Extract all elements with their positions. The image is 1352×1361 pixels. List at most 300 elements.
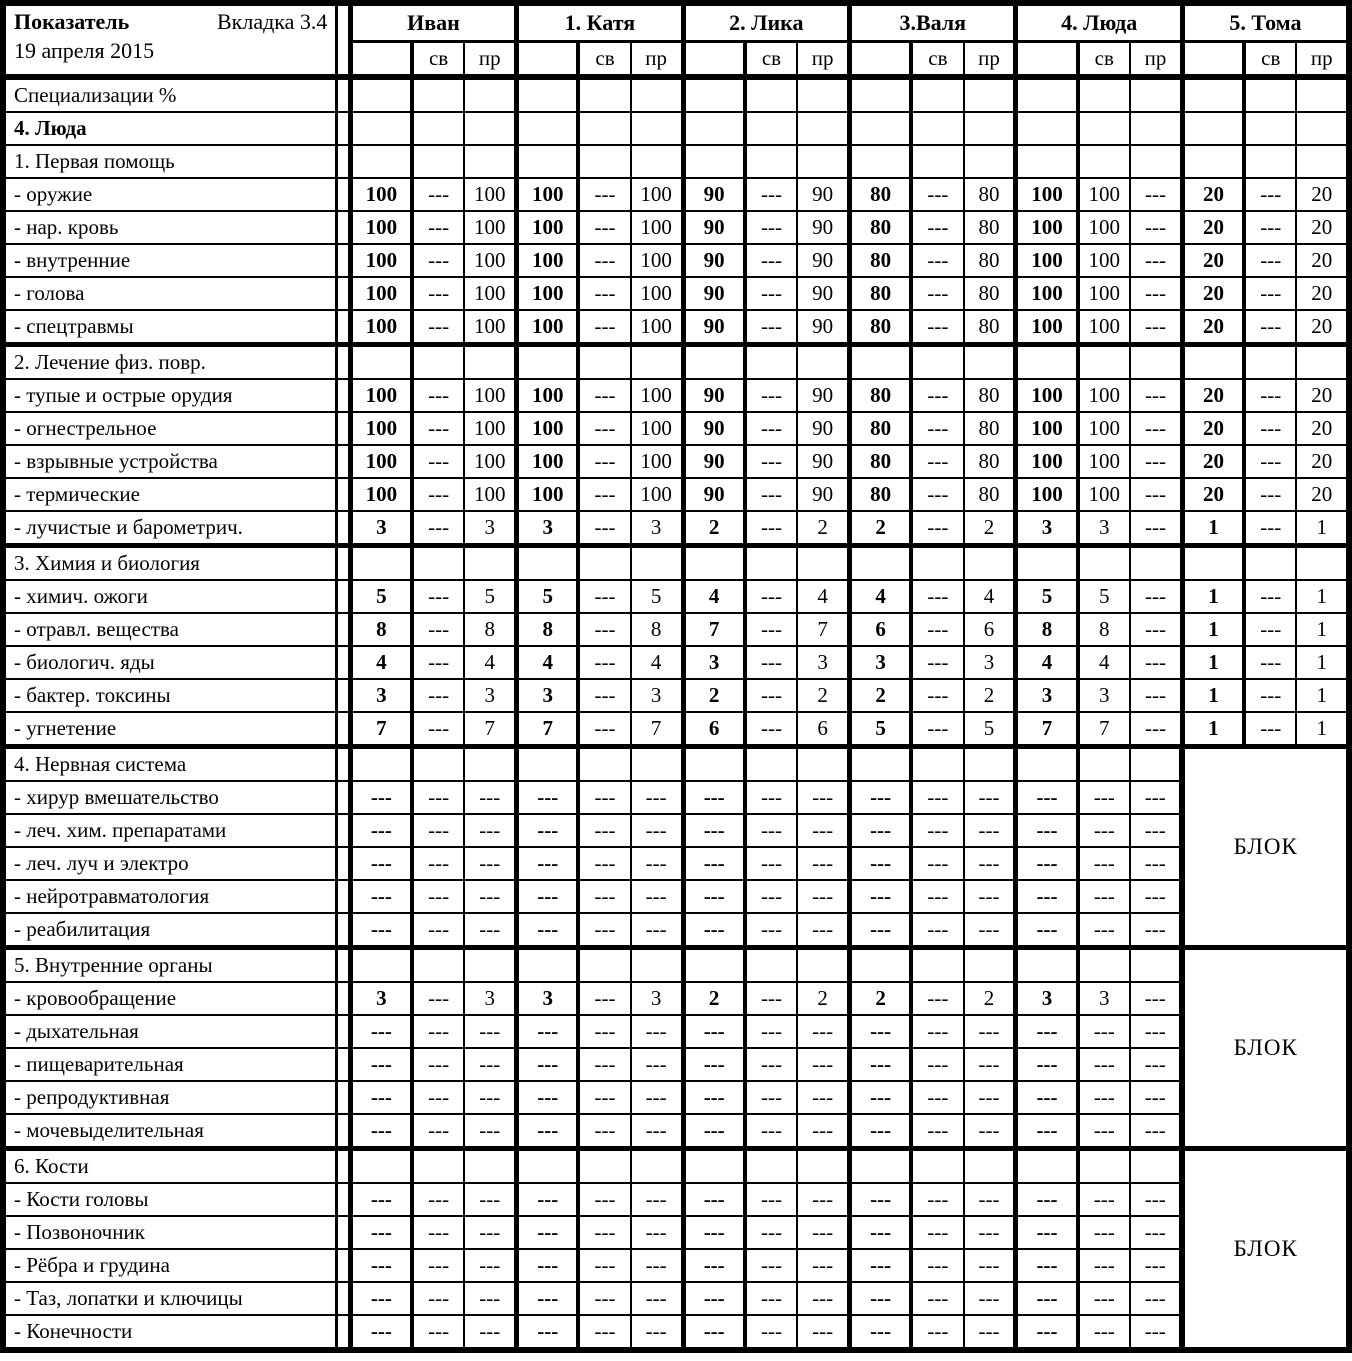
value-cell: --- bbox=[464, 913, 516, 948]
spacer-cell bbox=[337, 1315, 350, 1350]
person-column-header: 1. Катя bbox=[517, 3, 683, 42]
table-row bbox=[3, 310, 1349, 345]
value-cell: --- bbox=[797, 1048, 849, 1081]
table-row bbox=[3, 613, 1349, 646]
value-cell: --- bbox=[578, 244, 630, 277]
value-cell: --- bbox=[631, 847, 683, 880]
value-cell: --- bbox=[578, 379, 630, 412]
table-row bbox=[3, 1183, 1349, 1216]
value-cell: --- bbox=[1130, 781, 1182, 814]
row-label: 3. Химия и биология bbox=[3, 546, 337, 581]
value-cell: 100 bbox=[631, 310, 683, 345]
value-cell bbox=[517, 77, 579, 112]
value-cell: --- bbox=[464, 1183, 516, 1216]
spacer-cell bbox=[337, 1249, 350, 1282]
value-cell: 90 bbox=[797, 478, 849, 511]
value-cell: 7 bbox=[1078, 712, 1130, 747]
value-cell: --- bbox=[911, 1183, 963, 1216]
value-cell: 4 bbox=[631, 646, 683, 679]
value-cell: --- bbox=[1130, 1048, 1182, 1081]
value-cell: 20 bbox=[1296, 412, 1349, 445]
value-cell bbox=[797, 77, 849, 112]
subcol-pr-header: пр bbox=[1296, 42, 1349, 78]
value-cell: 90 bbox=[683, 244, 745, 277]
value-cell: --- bbox=[412, 982, 464, 1015]
value-cell: --- bbox=[412, 580, 464, 613]
value-cell: --- bbox=[578, 1048, 630, 1081]
value-cell: --- bbox=[578, 1315, 630, 1350]
value-cell bbox=[1016, 747, 1078, 782]
value-cell: --- bbox=[1130, 1183, 1182, 1216]
value-cell: --- bbox=[350, 781, 412, 814]
value-cell bbox=[578, 77, 630, 112]
table-row bbox=[3, 712, 1349, 747]
spacer-cell bbox=[337, 646, 350, 679]
value-cell: 3 bbox=[631, 679, 683, 712]
value-cell: --- bbox=[1244, 712, 1296, 747]
value-cell: 1 bbox=[1182, 580, 1244, 613]
value-cell: --- bbox=[745, 814, 797, 847]
value-cell: --- bbox=[631, 1249, 683, 1282]
value-cell bbox=[631, 1149, 683, 1184]
value-cell: 100 bbox=[464, 244, 516, 277]
value-cell: 2 bbox=[964, 679, 1016, 712]
row-label: 4. Люда bbox=[3, 112, 337, 145]
value-cell: 20 bbox=[1296, 211, 1349, 244]
value-cell: 2 bbox=[964, 982, 1016, 1015]
value-cell bbox=[964, 948, 1016, 983]
value-cell: --- bbox=[745, 613, 797, 646]
value-cell: --- bbox=[911, 1315, 963, 1350]
value-cell: 20 bbox=[1182, 310, 1244, 345]
value-cell: --- bbox=[517, 847, 579, 880]
value-cell: --- bbox=[1130, 1015, 1182, 1048]
table-row bbox=[3, 880, 1349, 913]
value-cell: --- bbox=[578, 511, 630, 546]
value-cell: 90 bbox=[683, 277, 745, 310]
subcol-sv-header: св bbox=[578, 42, 630, 78]
value-cell: --- bbox=[578, 412, 630, 445]
value-cell: 100 bbox=[631, 244, 683, 277]
value-cell bbox=[850, 546, 912, 581]
value-cell: --- bbox=[683, 1114, 745, 1149]
value-cell: 4 bbox=[964, 580, 1016, 613]
value-cell: --- bbox=[911, 679, 963, 712]
subcol-pr-header: пр bbox=[797, 42, 849, 78]
value-cell: 3 bbox=[1078, 982, 1130, 1015]
value-cell: --- bbox=[412, 511, 464, 546]
value-cell: --- bbox=[683, 1282, 745, 1315]
value-cell bbox=[1016, 145, 1078, 178]
value-cell: --- bbox=[1130, 613, 1182, 646]
value-cell: --- bbox=[964, 1249, 1016, 1282]
value-cell: --- bbox=[631, 1315, 683, 1350]
value-cell: --- bbox=[745, 1282, 797, 1315]
table-row bbox=[3, 145, 1349, 178]
value-cell: --- bbox=[350, 1081, 412, 1114]
value-cell: --- bbox=[412, 781, 464, 814]
value-cell: 100 bbox=[350, 310, 412, 345]
value-cell: --- bbox=[1130, 712, 1182, 747]
value-cell: 90 bbox=[797, 178, 849, 211]
value-cell: --- bbox=[517, 1282, 579, 1315]
value-cell: 5 bbox=[517, 580, 579, 613]
value-cell: --- bbox=[1130, 679, 1182, 712]
value-cell: --- bbox=[578, 613, 630, 646]
value-cell: 4 bbox=[1078, 646, 1130, 679]
value-cell: --- bbox=[578, 847, 630, 880]
value-cell: 100 bbox=[517, 310, 579, 345]
value-cell: 100 bbox=[631, 178, 683, 211]
value-cell: 100 bbox=[350, 379, 412, 412]
value-cell: --- bbox=[911, 814, 963, 847]
value-cell: 1 bbox=[1296, 613, 1349, 646]
value-cell: 7 bbox=[683, 613, 745, 646]
value-cell: --- bbox=[1130, 211, 1182, 244]
value-cell bbox=[350, 1149, 412, 1184]
value-cell bbox=[1130, 145, 1182, 178]
value-cell bbox=[1078, 145, 1130, 178]
value-cell: --- bbox=[911, 178, 963, 211]
value-cell: 90 bbox=[683, 310, 745, 345]
value-cell bbox=[412, 345, 464, 380]
value-cell: 4 bbox=[464, 646, 516, 679]
value-cell: 20 bbox=[1182, 178, 1244, 211]
value-cell: --- bbox=[911, 847, 963, 880]
value-cell: --- bbox=[631, 781, 683, 814]
value-cell: --- bbox=[745, 1081, 797, 1114]
subcol-sv-header: св bbox=[412, 42, 464, 78]
spacer-header-cell bbox=[337, 3, 350, 77]
value-cell: --- bbox=[578, 646, 630, 679]
value-cell: --- bbox=[745, 1015, 797, 1048]
value-cell: 3 bbox=[1078, 679, 1130, 712]
value-cell: 100 bbox=[350, 412, 412, 445]
table-row bbox=[3, 211, 1349, 244]
value-cell: --- bbox=[578, 913, 630, 948]
row-label: Специализации % bbox=[3, 77, 337, 112]
value-cell: --- bbox=[412, 1183, 464, 1216]
table-row bbox=[3, 814, 1349, 847]
value-cell: --- bbox=[964, 1282, 1016, 1315]
value-cell: --- bbox=[464, 1216, 516, 1249]
value-cell bbox=[1130, 948, 1182, 983]
value-cell: --- bbox=[1078, 880, 1130, 913]
value-cell: --- bbox=[1016, 1015, 1078, 1048]
value-cell: --- bbox=[911, 646, 963, 679]
value-cell: --- bbox=[578, 1183, 630, 1216]
table-row bbox=[3, 511, 1349, 546]
value-cell: 6 bbox=[683, 712, 745, 747]
value-cell: 80 bbox=[850, 310, 912, 345]
value-cell bbox=[745, 345, 797, 380]
table-row bbox=[3, 679, 1349, 712]
table-row bbox=[3, 1015, 1349, 1048]
table-header bbox=[3, 3, 1349, 77]
table-row bbox=[3, 781, 1349, 814]
value-cell bbox=[412, 948, 464, 983]
value-cell: --- bbox=[745, 913, 797, 948]
row-label: 4. Нервная система bbox=[3, 747, 337, 782]
value-cell bbox=[631, 77, 683, 112]
spacer-cell bbox=[337, 244, 350, 277]
table-row bbox=[3, 77, 1349, 112]
value-cell: 90 bbox=[683, 412, 745, 445]
value-cell: --- bbox=[350, 1216, 412, 1249]
value-cell: --- bbox=[911, 1048, 963, 1081]
table-row bbox=[3, 982, 1349, 1015]
value-cell: 80 bbox=[964, 445, 1016, 478]
value-cell bbox=[745, 77, 797, 112]
value-cell: 1 bbox=[1296, 646, 1349, 679]
spacer-cell bbox=[337, 679, 350, 712]
subcol-blank-header bbox=[1182, 42, 1244, 78]
value-cell: --- bbox=[1016, 913, 1078, 948]
value-cell: 90 bbox=[797, 379, 849, 412]
value-cell: --- bbox=[412, 445, 464, 478]
value-cell: 100 bbox=[517, 277, 579, 310]
value-cell: 5 bbox=[850, 712, 912, 747]
value-cell: --- bbox=[1130, 1114, 1182, 1149]
value-cell: 8 bbox=[1078, 613, 1130, 646]
value-cell bbox=[631, 345, 683, 380]
value-cell: 100 bbox=[631, 445, 683, 478]
value-cell: --- bbox=[350, 1315, 412, 1350]
value-cell bbox=[1182, 112, 1244, 145]
value-cell: 7 bbox=[631, 712, 683, 747]
subcol-pr-header: пр bbox=[1130, 42, 1182, 78]
value-cell: --- bbox=[1130, 412, 1182, 445]
value-cell: --- bbox=[578, 1081, 630, 1114]
value-cell: 2 bbox=[797, 982, 849, 1015]
value-cell: --- bbox=[1016, 1282, 1078, 1315]
value-cell: --- bbox=[850, 847, 912, 880]
value-cell: 20 bbox=[1296, 310, 1349, 345]
value-cell: 1 bbox=[1182, 679, 1244, 712]
value-cell: --- bbox=[350, 1015, 412, 1048]
value-cell: --- bbox=[964, 1081, 1016, 1114]
value-cell bbox=[464, 77, 516, 112]
value-cell: 5 bbox=[631, 580, 683, 613]
value-cell: --- bbox=[911, 310, 963, 345]
value-cell: --- bbox=[412, 880, 464, 913]
value-cell: 4 bbox=[797, 580, 849, 613]
value-cell: --- bbox=[964, 814, 1016, 847]
value-cell: --- bbox=[964, 847, 1016, 880]
value-cell bbox=[797, 1149, 849, 1184]
table-row bbox=[3, 379, 1349, 412]
value-cell: --- bbox=[1078, 1249, 1130, 1282]
value-cell bbox=[1016, 1149, 1078, 1184]
value-cell: --- bbox=[631, 913, 683, 948]
value-cell: 3 bbox=[517, 679, 579, 712]
value-cell: --- bbox=[631, 1015, 683, 1048]
subcol-blank-header bbox=[517, 42, 579, 78]
value-cell bbox=[797, 145, 849, 178]
value-cell bbox=[797, 747, 849, 782]
value-cell bbox=[517, 345, 579, 380]
value-cell: --- bbox=[745, 1216, 797, 1249]
value-cell bbox=[578, 546, 630, 581]
value-cell: --- bbox=[464, 1114, 516, 1149]
value-cell: --- bbox=[911, 1081, 963, 1114]
value-cell: --- bbox=[464, 1249, 516, 1282]
subcol-pr-header: пр bbox=[464, 42, 516, 78]
value-cell: --- bbox=[911, 478, 963, 511]
value-cell bbox=[964, 747, 1016, 782]
value-cell: --- bbox=[578, 178, 630, 211]
value-cell: --- bbox=[517, 1081, 579, 1114]
row-label: - леч. луч и электро bbox=[3, 847, 337, 880]
value-cell: --- bbox=[1078, 814, 1130, 847]
value-cell: --- bbox=[683, 1048, 745, 1081]
value-cell: 100 bbox=[1078, 478, 1130, 511]
value-cell: --- bbox=[464, 847, 516, 880]
row-label: - кровообращение bbox=[3, 982, 337, 1015]
value-cell: 100 bbox=[464, 277, 516, 310]
row-label: - отравл. вещества bbox=[3, 613, 337, 646]
table-row bbox=[3, 546, 1349, 581]
value-cell bbox=[412, 1149, 464, 1184]
value-cell: --- bbox=[578, 1216, 630, 1249]
tab-label: Вкладка 3.4 bbox=[216, 9, 328, 34]
value-cell bbox=[1016, 77, 1078, 112]
value-cell: --- bbox=[412, 1048, 464, 1081]
value-cell bbox=[1296, 77, 1349, 112]
value-cell: --- bbox=[412, 1015, 464, 1048]
row-label: - Рёбра и грудина bbox=[3, 1249, 337, 1282]
value-cell: --- bbox=[1078, 1183, 1130, 1216]
value-cell: 100 bbox=[464, 178, 516, 211]
value-cell: 3 bbox=[1078, 511, 1130, 546]
value-cell: --- bbox=[1130, 379, 1182, 412]
spacer-cell bbox=[337, 412, 350, 445]
table-row bbox=[3, 1114, 1349, 1149]
spacer-cell bbox=[337, 277, 350, 310]
spacer-cell bbox=[337, 747, 350, 782]
value-cell: --- bbox=[1244, 379, 1296, 412]
table-row bbox=[3, 948, 1349, 983]
value-cell bbox=[412, 546, 464, 581]
value-cell bbox=[1182, 345, 1244, 380]
value-cell: --- bbox=[578, 478, 630, 511]
value-cell bbox=[797, 546, 849, 581]
value-cell bbox=[1130, 546, 1182, 581]
value-cell bbox=[1078, 747, 1130, 782]
value-cell: --- bbox=[745, 178, 797, 211]
value-cell: 3 bbox=[464, 679, 516, 712]
value-cell: --- bbox=[745, 211, 797, 244]
value-cell: --- bbox=[911, 712, 963, 747]
value-cell: 100 bbox=[631, 379, 683, 412]
row-label: - угнетение bbox=[3, 712, 337, 747]
value-cell: 20 bbox=[1296, 244, 1349, 277]
value-cell bbox=[745, 1149, 797, 1184]
value-cell: --- bbox=[1244, 310, 1296, 345]
spacer-cell bbox=[337, 1216, 350, 1249]
value-cell: --- bbox=[412, 211, 464, 244]
value-cell: --- bbox=[1016, 1183, 1078, 1216]
value-cell: --- bbox=[578, 1282, 630, 1315]
value-cell: --- bbox=[797, 1183, 849, 1216]
value-cell bbox=[464, 747, 516, 782]
value-cell: --- bbox=[850, 1081, 912, 1114]
value-cell: --- bbox=[412, 412, 464, 445]
value-cell: --- bbox=[911, 913, 963, 948]
value-cell bbox=[911, 948, 963, 983]
page-title: Показатель bbox=[14, 9, 130, 34]
value-cell: 80 bbox=[964, 478, 1016, 511]
spacer-cell bbox=[337, 145, 350, 178]
value-cell: --- bbox=[578, 982, 630, 1015]
value-cell bbox=[412, 747, 464, 782]
subcol-sv-header: св bbox=[911, 42, 963, 78]
table-row bbox=[3, 478, 1349, 511]
value-cell: 20 bbox=[1182, 412, 1244, 445]
value-cell: --- bbox=[1016, 880, 1078, 913]
value-cell: 100 bbox=[517, 379, 579, 412]
value-cell: --- bbox=[911, 277, 963, 310]
value-cell: --- bbox=[464, 1315, 516, 1350]
row-label: - нейротравматология bbox=[3, 880, 337, 913]
value-cell: --- bbox=[911, 244, 963, 277]
value-cell: --- bbox=[745, 712, 797, 747]
value-cell: 100 bbox=[350, 178, 412, 211]
value-cell: --- bbox=[1016, 781, 1078, 814]
value-cell bbox=[683, 948, 745, 983]
value-cell: --- bbox=[517, 913, 579, 948]
value-cell: 100 bbox=[464, 379, 516, 412]
value-cell: --- bbox=[1130, 880, 1182, 913]
value-cell: --- bbox=[350, 1048, 412, 1081]
value-cell: --- bbox=[350, 880, 412, 913]
value-cell: --- bbox=[911, 1015, 963, 1048]
value-cell: --- bbox=[464, 880, 516, 913]
value-cell: --- bbox=[412, 379, 464, 412]
value-cell: --- bbox=[464, 814, 516, 847]
value-cell: 100 bbox=[464, 310, 516, 345]
value-cell: --- bbox=[745, 646, 797, 679]
value-cell bbox=[1078, 112, 1130, 145]
value-cell: --- bbox=[1016, 1315, 1078, 1350]
row-label: - мочевыделительная bbox=[3, 1114, 337, 1149]
value-cell: --- bbox=[412, 712, 464, 747]
value-cell: 80 bbox=[964, 211, 1016, 244]
value-cell: --- bbox=[1130, 244, 1182, 277]
value-cell: --- bbox=[683, 814, 745, 847]
value-cell: --- bbox=[745, 310, 797, 345]
person-column-header: Иван bbox=[350, 3, 516, 42]
value-cell: 8 bbox=[350, 613, 412, 646]
value-cell: 100 bbox=[631, 478, 683, 511]
value-cell bbox=[683, 546, 745, 581]
value-cell: 100 bbox=[517, 412, 579, 445]
value-cell bbox=[517, 948, 579, 983]
value-cell bbox=[964, 345, 1016, 380]
value-cell: --- bbox=[911, 211, 963, 244]
value-cell bbox=[1244, 345, 1296, 380]
value-cell: 4 bbox=[350, 646, 412, 679]
value-cell: 2 bbox=[850, 679, 912, 712]
value-cell: 80 bbox=[964, 379, 1016, 412]
value-cell: 3 bbox=[350, 982, 412, 1015]
value-cell: --- bbox=[911, 511, 963, 546]
value-cell: 8 bbox=[631, 613, 683, 646]
value-cell: 3 bbox=[964, 646, 1016, 679]
spacer-cell bbox=[337, 1149, 350, 1184]
row-label: - Позвоночник bbox=[3, 1216, 337, 1249]
value-cell: 100 bbox=[1016, 211, 1078, 244]
